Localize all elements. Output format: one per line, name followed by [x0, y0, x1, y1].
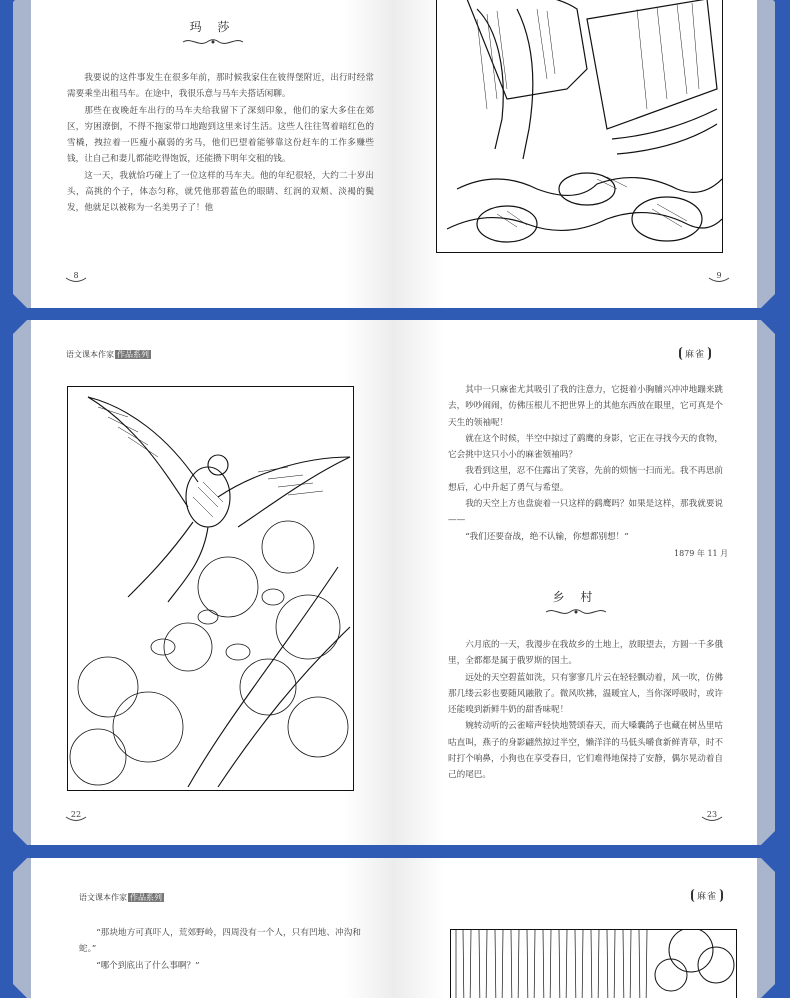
paragraph: 我要说的这件事发生在很多年前，那时候我家住在彼得堡附近，出行时经常需要乘坐出租马车。在途中，我很乐意与马车夫搭话闲聊。: [67, 73, 374, 100]
sleigh-horse-illustration: [436, 0, 723, 253]
body-text: [67, 70, 374, 217]
book-spread-2: [13, 320, 775, 845]
spread-pages: [31, 320, 757, 845]
chapter-title: 乡 村: [394, 588, 757, 617]
series-tag: 作品系列: [117, 350, 149, 359]
body-text: [448, 637, 723, 784]
running-header: 语文课本作家 作品系列: [66, 350, 149, 359]
paragraph: “哪个到底出了什么事啊？”: [96, 960, 200, 971]
paragraph: “那块地方可真吓人，荒郊野岭，四周没有一个人，只有凹地、冲沟和蛇。”: [79, 928, 361, 955]
page-right: [394, 858, 757, 998]
date-line: 1879 年 11 月: [674, 549, 729, 558]
book-spread-3: [13, 858, 775, 998]
page-22: [31, 320, 394, 845]
book-spread-1: [13, 0, 775, 308]
page-23: [394, 320, 757, 845]
forest-drawing: [451, 930, 736, 998]
sleigh-drawing: [437, 0, 722, 252]
section-seal: 麻雀: [691, 889, 723, 902]
chapter-title: 玛 莎: [31, 18, 394, 47]
paragraph: 远处的天空碧蓝如洗，只有寥寥几片云在轻轻飘动着，风一吹，仿佛那几缕云彩也要随风融散了。微风吹拂，温暖宜人，当你深呼吸时，或许还能嗅到新鲜牛奶的甜香味呢！: [448, 672, 724, 716]
page-number: 8: [64, 271, 88, 283]
paragraph: “我们还要奋战，绝不认输，你想都别想！”: [465, 531, 629, 542]
page-left: [31, 858, 394, 998]
title-ornament-icon: [544, 607, 608, 617]
body-text: [79, 925, 361, 974]
paragraph: 其中一只麻雀尤其吸引了我的注意力，它挺着小胸脯兴冲冲地蹦来跳去，吵吵闹闹，仿佛压根儿不把世界上的其他东西放在眼里，它可真是个天生的领袖呢！: [448, 385, 724, 428]
running-header: 语文课本作家 作品系列: [79, 893, 162, 902]
paragraph: 我的天空上方也盘旋着一只这样的鹞鹰吗？如果是这样，那我就要说——: [448, 499, 724, 526]
hawk-drawing: [68, 387, 353, 790]
title-ornament-icon: [181, 37, 245, 47]
page-9: [394, 0, 757, 308]
spread-pages: [31, 0, 757, 308]
paragraph: 六月底的一天，我漫步在我故乡的土地上，放眼望去，方圆一千多俄里，全都都是属于俄罗斯的国土。: [448, 640, 724, 667]
paragraph: 婉转动听的云雀啼声轻快地赞颂春天，而大嗓囊鸽子也藏在树丛里咕咕直叫，燕子的身影翩然掠过半空，懒洋洋的马低头嚼食新鲜青草，时不时打个响鼻，小狗也在享受春日，它们难得地保持了安静，偶尔晃动着自己的尾巴。: [448, 721, 724, 781]
spread-pages: [31, 858, 757, 998]
page-number: 9: [707, 271, 731, 283]
paragraph: 那些在夜晚赶车出行的马车夫给我留下了深刻印象，他们的家大多住在郊区，穷困潦倒，不得不拖家带口地跑到这里来讨生活。这些人往往驾着暗红色的雪橇，拽拉着一匹瘦小羸弱的劣马，他们巴望着能够靠这份赶车的工作多赚些钱，让自己和妻儿都能吃得饱饭，还能攒下明年交租的钱。: [67, 105, 374, 165]
page-number: 23: [700, 810, 724, 822]
hawk-sparrows-illustration: [67, 386, 354, 791]
page-8: [31, 0, 394, 308]
paragraph: 我看到这里，忍不住露出了笑容，先前的烦恼一扫而光。我不再思前想后，心中升起了勇气与希望。: [448, 466, 724, 493]
paragraph: 这一天，我就恰巧碰上了一位这样的马车夫。他的年纪很轻，大约二十岁出头，高挑的个子，体态匀称，就凭他那碧蓝色的眼睛、红润的双颊、淡褐的鬓发，他就足以被称为一名美男子了！他: [67, 170, 374, 214]
page-number: 22: [64, 810, 88, 822]
paragraph: 就在这个时候，半空中掠过了鹞鹰的身影，它正在寻找今天的食物，它会挑中这只小小的麻雀领袖吗？: [448, 433, 724, 461]
series-tag: 作品系列: [130, 893, 162, 902]
section-seal: 麻雀: [679, 347, 711, 360]
forest-illustration: [450, 929, 737, 998]
body-text: [448, 382, 723, 545]
